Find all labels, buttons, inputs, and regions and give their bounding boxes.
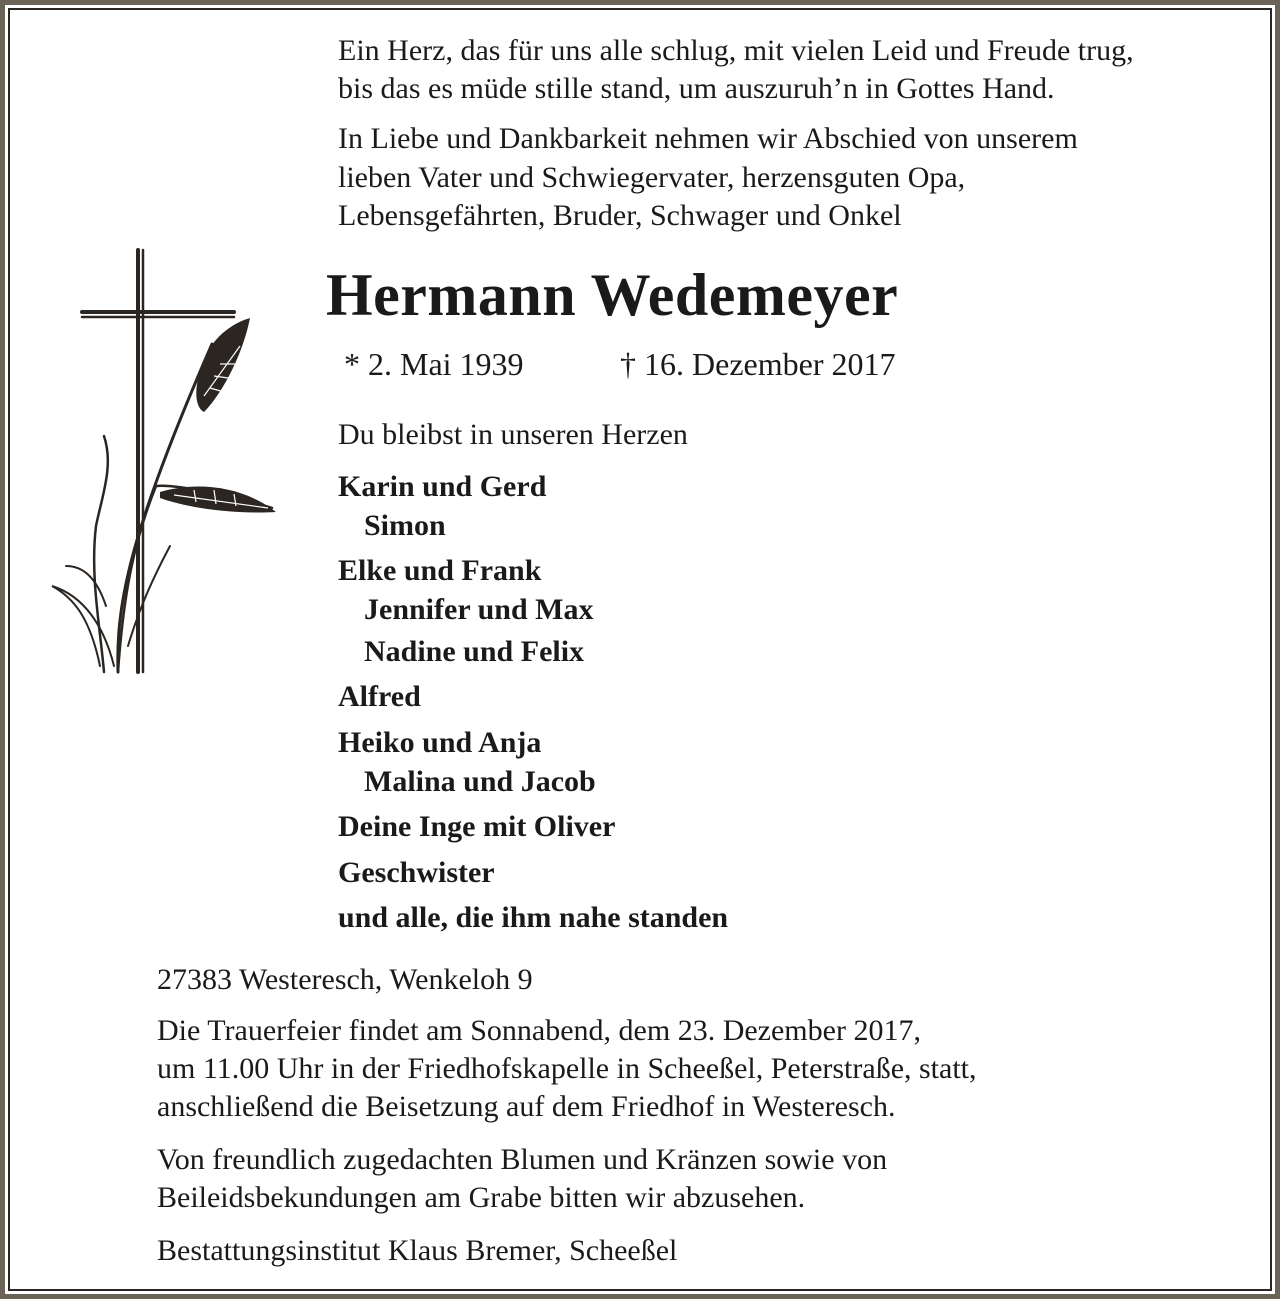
mourner-entry: Deine Inge mit Oliver — [338, 810, 616, 843]
mourner-entry: Elke und Frank — [338, 554, 542, 587]
poem-line-2: bis das es müde stille stand, um auszuruh’n in Gottes Hand. — [338, 72, 1055, 105]
poem-line-1: Ein Herz, das für uns alle schlug, mit vielen Leid und Freude trug, — [338, 34, 1134, 67]
ceremony-line-1: Die Trauerfeier findet am Sonnabend, dem 23. Dezember 2017, — [157, 1014, 921, 1047]
ceremony-line-2: um 11.00 Uhr in der Friedhofskapelle in Scheeßel, Peterstraße, statt, — [157, 1052, 977, 1085]
intro-line-1: In Liebe und Dankbarkeit nehmen wir Abschied von unserem — [338, 122, 1078, 155]
mourner-entry: Karin und Gerd — [338, 470, 547, 503]
mourner-entry: Heiko und Anja — [338, 726, 542, 759]
request-line-1: Von freundlich zugedachten Blumen und Kränzen sowie von — [157, 1143, 888, 1176]
deceased-name: Hermann Wedemeyer — [326, 262, 899, 328]
death-date: † 16. Dezember 2017 — [620, 346, 896, 382]
cross-with-wheat-icon — [44, 246, 284, 678]
intro-line-3: Lebensgefährten, Bruder, Schwager und Onkel — [338, 199, 902, 232]
intro-line-2: lieben Vater und Schwiegervater, herzensguten Opa, — [338, 161, 966, 194]
ceremony-line-3: anschließend die Beisetzung auf dem Friedhof in Westeresch. — [157, 1090, 896, 1123]
mourner-entry: Alfred — [338, 680, 421, 713]
farewell-line: Du bleibst in unseren Herzen — [338, 418, 688, 451]
address: 27383 Westeresch, Wenkeloh 9 — [157, 963, 533, 996]
mourner-entry: Nadine und Felix — [364, 635, 585, 668]
request-line-2: Beileidsbekundungen am Grabe bitten wir abzusehen. — [157, 1181, 806, 1214]
mourner-entry: Malina und Jacob — [364, 765, 596, 798]
mourner-entry: Geschwister — [338, 856, 495, 889]
undertaker: Bestattungsinstitut Klaus Bremer, Scheeßel — [157, 1234, 678, 1267]
birth-date: * 2. Mai 1939 — [344, 346, 524, 382]
mourner-entry: Simon — [364, 509, 446, 542]
mourner-entry: und alle, die ihm nahe standen — [338, 901, 729, 934]
mourner-entry: Jennifer und Max — [364, 593, 594, 626]
